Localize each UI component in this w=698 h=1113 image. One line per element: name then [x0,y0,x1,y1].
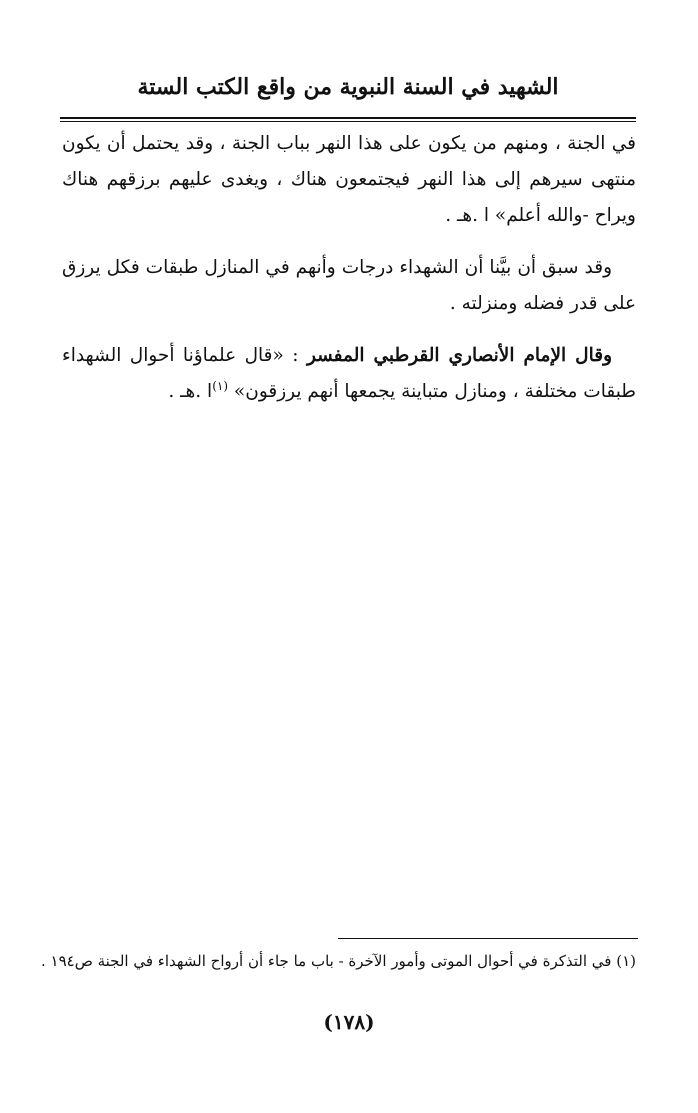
footnote-reference: (١) [212,378,229,393]
paragraph-3-lead: وقال الإمام الأنصاري القرطبي المفسر [306,345,612,366]
footnote: (١) في التذكرة في أحوال الموتى وأمور الآخرة - باب ما جاء أن أرواح الشهداء في الجنة ص١٩٤ . [40,952,636,970]
paragraph-3-end: ا .هـ . [168,381,213,402]
paragraph-3-quote: : «قال علماؤنا أحوال الشهداء طبقات مختلفة ، ومنازل متباينة يجمعها أنهم يرزقون» [62,345,636,402]
header-rule [60,117,636,122]
main-text [62,126,636,426]
page-number: (١٧٨) [323,1010,375,1034]
running-header-title: الشهيد في السنة النبوية من واقع الكتب الستة [137,74,559,100]
footnote-rule [338,938,638,939]
paragraph-2: وقد سبق أن بيَّنا أن الشهداء درجات وأنهم في المنازل طبقات فكل يرزق على قدر فضله ومنزلته . [62,257,636,314]
paragraph-1: في الجنة ، ومنهم من يكون على هذا النهر بباب الجنة ، وقد يحتمل أن يكون منتهى سيرهم إلى هذا النهر فيجتمعون هناك ، ويغدى عليهم برزقهم هناك ويراح -والله أعلم» ا .هـ . [62,133,636,226]
paragraph-3 [62,338,636,410]
